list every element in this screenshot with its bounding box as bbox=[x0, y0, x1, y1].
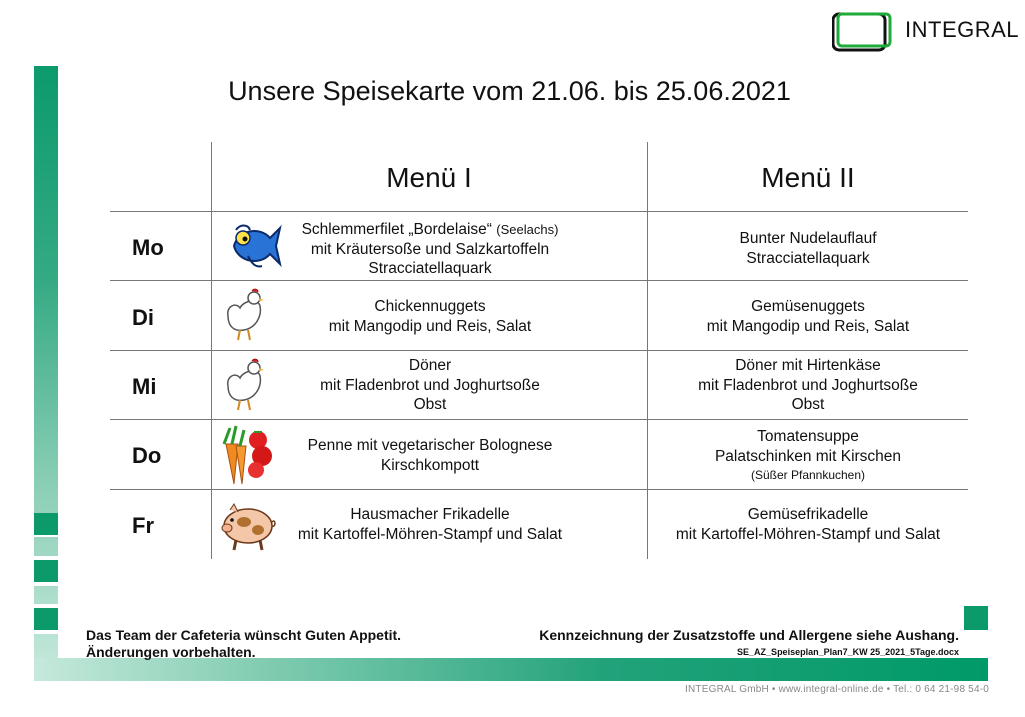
decor-gap bbox=[34, 630, 58, 634]
grid-line bbox=[110, 211, 968, 212]
menu1-cell: Döner mit Fladenbrot und Joghurtsoße Obst bbox=[320, 357, 540, 413]
footer-allergen-note: Kennzeichnung der Zusatzstoffe und Allergene siehe Aushang. bbox=[539, 627, 959, 643]
footer-contact: INTEGRAL GmbH • www.integral-online.de • Tel.: 0 64 21-98 54-0 bbox=[685, 684, 989, 695]
menu2-cell: Bunter Nudelauflauf Stracciatellaquark bbox=[739, 230, 877, 267]
menu1-cell: Chickennuggets mit Mangodip und Reis, Salat bbox=[328, 298, 532, 335]
footer-greeting: Das Team der Cafeteria wünscht Guten Appetit. Änderungen vorbehalten. bbox=[86, 627, 402, 660]
day-label: Mi bbox=[132, 374, 157, 399]
menu1-cell: Schlemmerfilet „Bordelaise“ (Seelachs) mit Kräutersoße und Salzkartoffeln Stracciatellaquark bbox=[301, 221, 559, 277]
grid-line bbox=[110, 489, 968, 490]
decor-square bbox=[34, 560, 58, 582]
decor-gap bbox=[34, 582, 58, 586]
day-label: Di bbox=[132, 305, 154, 330]
day-label: Do bbox=[132, 443, 162, 468]
menu-table bbox=[110, 142, 968, 559]
column-header-menu2: Menü II bbox=[761, 162, 855, 193]
decor-square bbox=[964, 606, 988, 630]
grid-line bbox=[110, 350, 968, 351]
menu1-cell: Hausmacher Frikadelle mit Kartoffel-Möhren-Stampf und Salat bbox=[297, 506, 563, 543]
menu2-cell: Döner mit Hirtenkäse mit Fladenbrot und Joghurtsoße Obst bbox=[698, 357, 918, 413]
page-title: Unsere Speisekarte vom 21.06. bis 25.06.2021 bbox=[228, 76, 791, 106]
day-label: Fr bbox=[132, 513, 154, 538]
column-header-menu1: Menü I bbox=[386, 162, 472, 193]
decor-square bbox=[34, 513, 58, 535]
day-label: Mo bbox=[132, 235, 164, 260]
footer-filename: SE_AZ_Speiseplan_Plan7_KW 25_2021_5Tage.docx bbox=[737, 647, 959, 657]
left-decor-bar bbox=[34, 66, 58, 680]
menu1-cell: Penne mit vegetarischer Bolognese Kirschkompott bbox=[307, 437, 553, 474]
bottom-decor-bar bbox=[34, 658, 988, 681]
grid-line bbox=[110, 280, 968, 281]
menu2-cell: Tomatensuppe Palatschinken mit Kirschen (Süßer Pfannkuchen) bbox=[714, 428, 902, 482]
menu2-cell: Gemüsenuggets mit Mangodip und Reis, Salat bbox=[706, 298, 910, 335]
decor-square bbox=[34, 608, 58, 630]
menu2-cell: Gemüsefrikadelle mit Kartoffel-Möhren-Stampf und Salat bbox=[675, 506, 941, 543]
brand-name: INTEGRAL bbox=[905, 17, 1020, 42]
grid-line bbox=[110, 419, 968, 420]
